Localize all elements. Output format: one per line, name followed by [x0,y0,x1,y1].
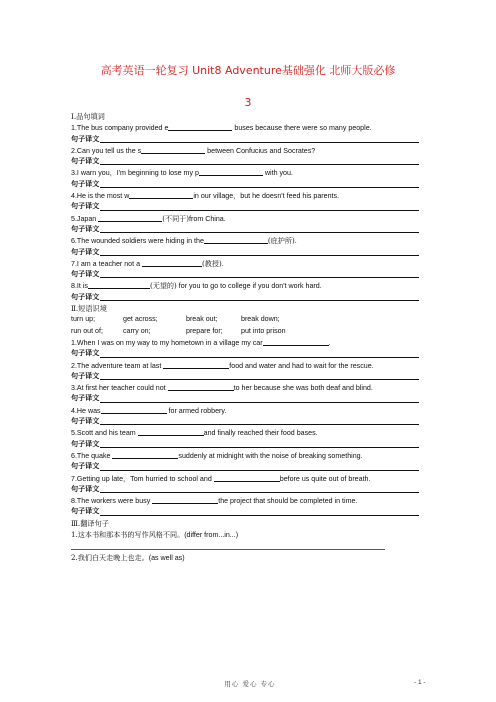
answer-blank[interactable] [142,258,202,267]
translation-line [71,201,419,212]
translation-line [71,134,419,145]
phrase: get across; [123,315,158,324]
answer-blank[interactable] [168,382,234,391]
phrase: turn up; [71,315,96,324]
question-text: from China. [189,214,226,223]
answer-line[interactable] [100,247,419,256]
section-phrases [71,337,419,518]
question-text: 2.Can you tell us the s [71,146,142,155]
answer-line[interactable] [100,507,419,516]
translation-line [71,461,419,472]
answer-blank[interactable] [152,495,218,504]
phrase-bank-row [71,314,419,325]
page-number: - 1 - [414,679,426,686]
question-text: 2.The adventure team at last [71,361,164,370]
question-line [71,552,419,563]
translation-label: 句子译文 [71,247,100,256]
phrase: run out of; [71,326,103,335]
question-line [71,213,419,224]
translation-line [71,439,419,450]
answer-line[interactable] [100,462,419,471]
worksheet-body [71,111,419,564]
translation-line [71,348,419,359]
translation-label: 句子译文 [71,417,100,426]
question-line [71,495,419,506]
answer-blank[interactable] [263,337,329,346]
question-text: 6.The quake [71,451,113,460]
question-line [71,145,419,156]
question-text: in our village，but he doesn't feed his parents. [193,192,340,201]
translation-line [71,416,419,427]
section-heading: Ⅲ.翻译句子 [71,518,109,528]
question-hint: (differ from...in...) [184,530,239,539]
question-text: 6.The wounded soldiers were hiding in the [71,237,204,246]
question-text: 5.Scott and his team [71,429,138,438]
phrase: carry on; [123,326,151,335]
translation-line [71,156,419,167]
answer-line[interactable] [100,134,419,143]
question-line [71,122,419,133]
answer-line[interactable] [100,292,419,301]
answer-line[interactable] [100,349,419,358]
question-text: for armed robbery. [166,406,227,415]
answer-line[interactable] [100,179,419,188]
translation-label: 句子译文 [71,394,100,403]
answer-blank[interactable] [138,427,204,436]
answer-blank[interactable] [101,405,167,414]
chinese-sentence: 1.这本书和那本书的写作风格不同。 [71,529,185,539]
translation-label: 句子译文 [71,484,100,493]
phrase: break down; [241,315,280,324]
phrase-bank-row [71,326,419,337]
answer-blank[interactable] [129,190,193,199]
translation-label: 句子译文 [71,270,100,279]
answer-blank[interactable] [168,122,232,131]
translation-line [71,506,419,517]
question-text: 8.The workers were busy [71,497,153,506]
document-title-continued: 3 [244,96,252,109]
question-line [71,405,419,416]
phrase: break out; [186,315,218,324]
translation-label: 句子译文 [71,202,100,211]
question-line [71,529,419,540]
question-text: 4.He was [71,406,101,415]
answer-line[interactable] [100,156,419,165]
translation-line [71,179,419,190]
question-text: between Confucius and Socrates? [205,146,316,155]
question-text: 7.Getting up late，Tom hurried to school and [71,474,214,483]
translation-line [71,224,419,235]
translation-label: 句子译文 [71,157,100,166]
question-hint: (as well as) [148,554,185,563]
translation-line [71,371,419,382]
answer-line[interactable] [100,416,419,425]
question-line [71,427,419,438]
question-text: with you. [262,169,293,178]
question-line [71,337,419,348]
translation-label: 句子译文 [71,134,100,143]
translation-label: 句子译文 [71,462,100,471]
question-text: 4.He is the most w [71,192,130,201]
translation-line [71,393,419,404]
question-text: 1.When I was on my way to my hometown in a village my car [71,338,263,347]
chinese-hint: (不同于) [162,213,190,223]
question-line [71,190,419,201]
answer-line[interactable] [100,269,419,278]
answer-line[interactable] [100,371,419,380]
question-text: food and water and had to wait for the rescue. [229,361,374,370]
translation-label: 句子译文 [71,292,100,301]
answer-blank[interactable] [98,213,162,222]
section-heading: Ⅰ.品句填词 [71,112,105,121]
question-text: the project that should be completed in time. [218,497,358,506]
translation-line [71,247,419,258]
question-line [71,167,419,178]
answer-line[interactable] [100,202,419,211]
question-line [71,382,419,393]
translation-line [71,292,419,303]
question-line [71,473,419,484]
translation-label: 句子译文 [71,349,100,358]
document-title: 高考英语一轮复习 Unit8 Adventure基础强化 北师大版必修 [100,64,396,77]
answer-blank[interactable] [88,280,150,289]
question-text: 7.I am a teacher not a [71,259,142,268]
question-text: 3.I warn you，I'm beginning to lose my p [71,169,199,178]
answer-blank[interactable] [112,450,178,459]
question-text: . [221,259,224,268]
question-line [71,450,419,461]
question-line [71,360,419,371]
translation-line [71,484,419,495]
answer-blank[interactable] [199,167,263,176]
answer-line[interactable] [100,439,419,448]
question-text: and finally reached their food bases. [203,429,318,438]
chinese-hint: (无望的) [149,281,177,291]
answer-line[interactable] [100,484,419,493]
phrase: put into prison [241,326,286,335]
question-line [71,258,419,269]
question-text: for you to go to college if you don't work hard. [176,282,322,291]
translation-label: 句子译文 [71,507,100,516]
question-text: . [328,338,331,347]
answer-blank[interactable] [204,235,268,244]
question-text: buses because there were so many people. [232,124,372,133]
phrase: prepare for; [186,326,223,335]
translation-label: 句子译文 [71,224,100,233]
translation-label: 句子译文 [71,179,100,188]
question-text: 3.At first her teacher could not [71,384,168,393]
question-text: 1.The bus company provided e [71,124,169,133]
question-text: . [294,237,297,246]
question-text: 8.It is [71,282,88,291]
footer-motto: 用心 爱心 专心 [224,680,276,688]
chinese-sentence: 2.我们白天走晚上也走。 [71,553,149,563]
question-text: before us quite out of breath. [279,474,371,483]
answer-line[interactable] [100,224,419,233]
question-text: suddenly at midnight with the noise of breaking something. [178,451,363,460]
answer-blank[interactable] [141,145,205,154]
translation-label: 句子译文 [71,439,100,448]
section-heading: Ⅱ.短语识境 [71,304,107,314]
question-line [71,280,419,291]
translation-line [71,269,419,280]
chinese-hint: (教授) [201,258,222,268]
section-translation [71,529,419,564]
answer-line[interactable] [71,540,385,550]
answer-blank[interactable] [163,360,229,369]
question-line [71,235,419,246]
answer-line[interactable] [100,394,419,403]
translation-label: 句子译文 [71,371,100,380]
answer-blank[interactable] [214,473,280,482]
section-fill-in-words [71,122,419,303]
question-text: to her because she was both deaf and blind. [233,384,373,393]
chinese-hint: (庇护所) [267,236,295,246]
question-text: 5.Japan [71,214,99,223]
